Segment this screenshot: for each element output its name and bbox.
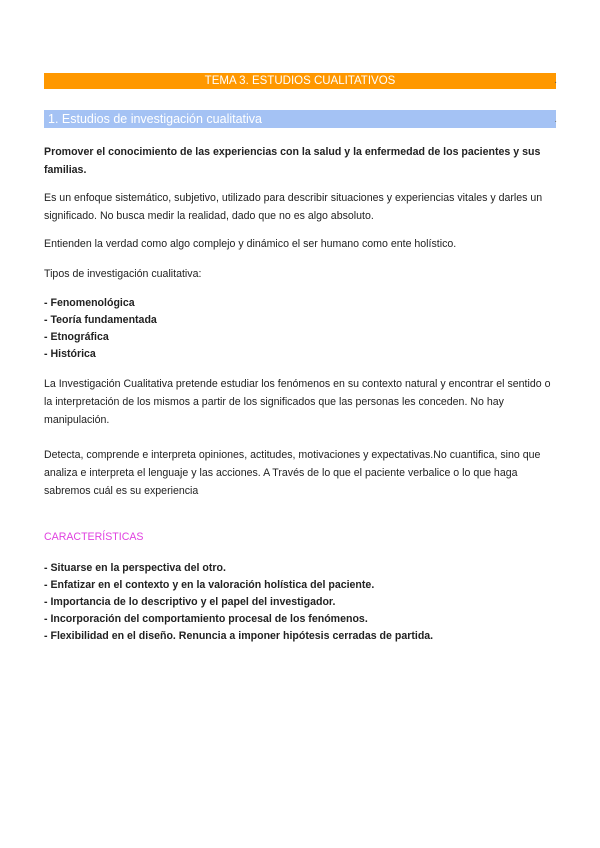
- list-item: - Incorporación del comportamiento procesal de los fenómenos.: [44, 613, 368, 625]
- characteristics-list: [44, 560, 558, 645]
- intro-paragraph: Promover el conocimiento de las experiencias con la salud y la enfermedad de los pacientes y sus familias.: [44, 146, 541, 176]
- list-item: - Situarse en la perspectiva del otro.: [44, 562, 226, 574]
- list-item: - Importancia de lo descriptivo y el papel del investigador.: [44, 596, 336, 608]
- section-heading-banner: [44, 110, 556, 128]
- chapter-title: TEMA 3. ESTUDIOS CUALITATIVOS: [204, 75, 396, 87]
- list-item: - Flexibilidad en el diseño. Renuncia a imponer hipótesis cerradas de partida.: [44, 630, 434, 642]
- section-heading-trailing-mark: .: [554, 114, 557, 125]
- truth-paragraph: Entienden la verdad como algo complejo y dinámico el ser humano como ente holístico.: [44, 238, 457, 250]
- purpose-paragraph: La Investigación Cualitativa pretende estudiar los fenómenos en su contexto natural y encontrar el sentido o la interpretación de los mismos a partir de los significados que las personas les conceden. No hay manipulación.: [44, 378, 551, 426]
- list-item: - Histórica: [44, 348, 96, 360]
- chapter-title-trailing-mark: .: [554, 75, 557, 86]
- list-item: - Enfatizar en el contexto y en la valoración holística del paciente.: [44, 579, 375, 591]
- chapter-title-banner: [44, 73, 556, 89]
- list-item: - Fenomenológica: [44, 297, 135, 309]
- detect-paragraph: Detecta, comprende e interpreta opiniones, actitudes, motivaciones y expectativas.No cuantifica, sino que analiza e interpreta el lenguaje y las acciones. A Través de lo que el paciente verbalice o lo que haga sabremos cuál es su experiencia: [44, 449, 541, 497]
- types-intro: Tipos de investigación cualitativa:: [44, 268, 202, 280]
- list-item: - Teoría fundamentada: [44, 314, 157, 326]
- characteristics-heading: CARACTERÍSTICAS: [44, 531, 144, 543]
- list-item: - Etnográfica: [44, 331, 109, 343]
- section-heading: 1. Estudios de investigación cualitativa: [48, 112, 263, 126]
- types-list: [44, 295, 558, 363]
- definition-paragraph: Es un enfoque sistemático, subjetivo, utilizado para describir situaciones y experiencias vitales y darles un significado. No busca medir la realidad, dado que no es algo absoluto.: [44, 192, 543, 222]
